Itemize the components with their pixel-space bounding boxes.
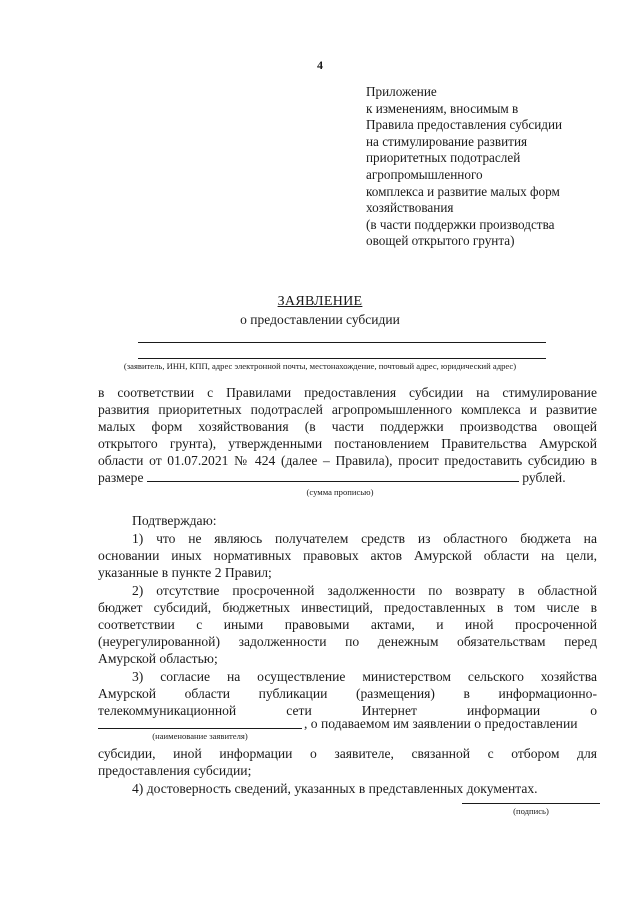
- amount-caption: (сумма прописью): [306, 487, 374, 497]
- amount-prefix: размере: [98, 470, 144, 485]
- confirm-heading: Подтверждаю:: [132, 513, 217, 528]
- intro-line: области от 01.07.2021 № 424 (далее – Правила), просит предоставить субсидию в: [98, 453, 597, 468]
- appendix-line: на стимулирование развития: [366, 133, 528, 149]
- document-title: ЗАЯВЛЕНИЕ: [277, 294, 363, 309]
- item2-line: Амурской областью;: [98, 651, 218, 666]
- signature-caption: (подпись): [513, 806, 549, 816]
- applicant-name-caption: (наименование заявителя): [152, 731, 248, 741]
- amount-field[interactable]: [147, 470, 519, 482]
- applicant-line-1: [138, 342, 546, 343]
- appendix-line: к изменениям, вносимым в: [366, 100, 519, 116]
- applicant-line-2: [138, 358, 546, 359]
- item3-line: Амурской области публикации (размещения) в информационно-: [98, 686, 597, 701]
- intro-line: развития приоритетных подотраслей агропромышленного комплекса и развитие: [98, 402, 597, 417]
- appendix-line: Приложение: [366, 84, 437, 99]
- item3-line: телекоммуникационной сети Интернет информации о: [98, 703, 597, 718]
- item3-line: 3) согласие на осуществление министерством сельского хозяйства: [132, 669, 597, 684]
- item2-line: соответствии с иными правовыми актами, и иной просроченной: [98, 617, 597, 632]
- item3-line: предоставления субсидии;: [98, 763, 252, 778]
- appendix-line: хозяйствования: [366, 200, 454, 216]
- intro-line: открытого грунта), утвержденными постановлением Правительства Амурской: [98, 436, 597, 451]
- document-subtitle: о предоставлении субсидии: [240, 312, 400, 327]
- intro-line: малых форм хозяйствования (в части поддержки производства овощей: [98, 419, 597, 434]
- appendix-line: приоритетных подотраслей: [366, 150, 521, 166]
- item3-line: субсидии, иной информации о заявителе, связанной с отбором для: [98, 746, 597, 761]
- amount-line: [98, 470, 566, 487]
- appendix-line: Правила предоставления субсидии: [366, 117, 563, 133]
- signature-field[interactable]: [462, 803, 600, 804]
- item4-line: 4) достоверность сведений, указанных в представленных документах.: [132, 781, 538, 796]
- item1-line: 1) что не являюсь получателем средств из областного бюджета на: [132, 531, 597, 546]
- applicant-name-field[interactable]: [98, 728, 302, 729]
- item2-line: 2) отсутствие просроченной задолженности по возврату в областной: [132, 583, 597, 598]
- appendix-line: агропромышленного: [366, 166, 483, 182]
- applicant-caption: (заявитель, ИНН, КПП, адрес электронной почты, местонахождение, почтовый адрес, юридический адрес): [123, 361, 517, 371]
- document-title-block: [0, 294, 640, 328]
- appendix-line: (в части поддержки производства: [366, 216, 555, 232]
- item1-line: основании иных нормативных правовых актов Амурской области на цели,: [98, 548, 597, 563]
- amount-suffix: рублей.: [522, 470, 566, 485]
- item2-line: (неурегулированной) задолженности по денежным обязательствам перед: [98, 634, 597, 649]
- item3-line: , о подаваемом им заявлении о предоставлении: [304, 716, 578, 731]
- item1-line: указанные в пункте 2 Правил;: [98, 565, 272, 580]
- appendix-line: комплекса и развитие малых форм: [366, 183, 560, 199]
- page-number: 4: [317, 58, 323, 72]
- appendix-line: овощей открытого грунта): [366, 233, 515, 249]
- appendix-block: [366, 84, 616, 250]
- intro-line: в соответствии с Правилами предоставления субсидии на стимулирование: [98, 385, 597, 400]
- item2-line: бюджет субсидий, бюджетных инвестиций, предоставленных в том числе в: [98, 600, 597, 615]
